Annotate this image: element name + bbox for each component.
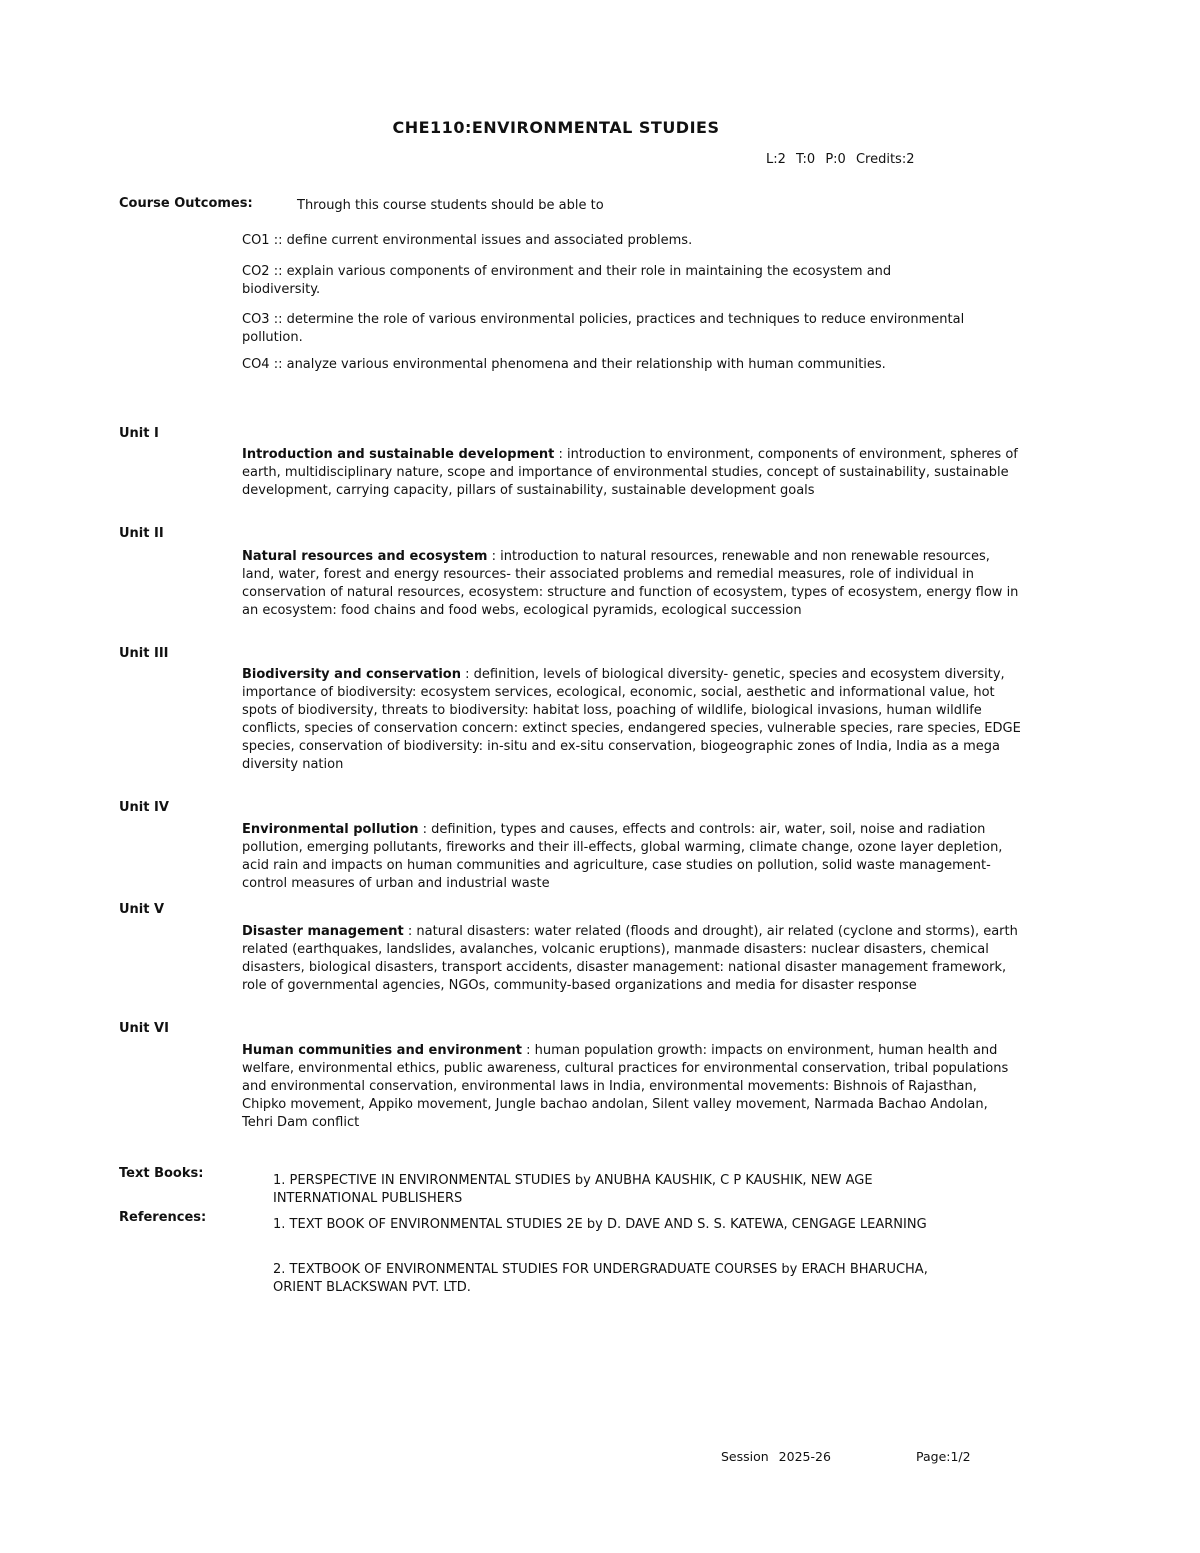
text-books-label: Text Books: (119, 1166, 204, 1181)
course-outcomes-label: Course Outcomes: (119, 196, 253, 211)
unit-heading: Human communities and environment (242, 1043, 522, 1058)
unit-heading: Biodiversity and conservation (242, 667, 461, 682)
course-outcome-2: CO2 :: explain various components of environment and their role in maintaining the ecosystem and biodiversity. (242, 264, 892, 297)
course-outcome-1: CO1 :: define current environmental issues and associated problems. (242, 233, 693, 248)
text-book-item: 1. PERSPECTIVE IN ENVIRONMENTAL STUDIES by ANUBHA KAUSHIK, C P KAUSHIK, NEW AGE INTERNATIONAL PUBLISHERS (273, 1173, 873, 1206)
course-title: CHE110:ENVIRONMENTAL STUDIES (392, 118, 720, 137)
course-outcome-4: CO4 :: analyze various environmental phenomena and their relationship with human communities. (242, 357, 886, 372)
unit-text: : introduction to environment, components of environment, spheres of earth, multidisciplinary nature, scope and importance of environmental studies, concept of sustainability, sustainable development, carrying capacity, pillars of sustainability, sustainable development goals (242, 447, 1018, 498)
unit-text: : definition, types and causes, effects and controls: air, water, soil, noise and radiation pollution, emerging pollutants, fireworks and their ill-effects, global warming, climate change, ozone layer depletion, acid rain and impacts on human communities and agriculture, case studies on pollution, solid waste management- control measures of urban and industrial waste (242, 822, 1003, 891)
unit-content (242, 923, 1022, 995)
unit-label: Unit II (119, 526, 164, 541)
unit-text: : definition, levels of biological diversity- genetic, species and ecosystem diversity, importance of biodiversity: ecosystem services, ecological, economic, social, aesthetic and informational value, hot spots of biodiversity, threats to biodiversity: habitat loss, poaching of wildlife, biological invasions, human wildlife conflicts, species of conservation concern: extinct species, endangered species, vulnerable species, rare species, EDGE species, conservation of biodiversity: in-situ and ex-situ conservation, biogeographic zones of India, India as a mega diversity nation (242, 667, 1021, 772)
unit-content (242, 666, 1022, 774)
course-outcome-3: CO3 :: determine the role of various environmental policies, practices and techniques to reduce environmental pollution. (242, 312, 965, 345)
footer-session: Session 2025-26 (721, 1449, 831, 1464)
unit-text: : introduction to natural resources, renewable and non renewable resources, land, water, forest and energy resources- their associated problems and remedial measures, role of individual in conservation of natural resources, ecosystem: structure and function of ecosystem, types of ecosystem, energy flow in an ecosystem: food chains and food webs, ecological pyramids, ecological succession (242, 549, 1019, 618)
unit-label: Unit V (119, 902, 165, 917)
unit-label: Unit I (119, 426, 159, 441)
unit-text: : human population growth: impacts on environment, human health and welfare, environmental ethics, public awareness, cultural practices for environmental conservation, tribal populations and environmental conservation, environmental laws in India, environmental movements: Bishnois of Rajasthan, Chipko movement, Appiko movement, Jungle bachao andolan, Silent valley movement, Narmada Bachao Andolan, Tehri Dam conflict (242, 1043, 1009, 1130)
unit-content (242, 1042, 1022, 1132)
unit-label: Unit IV (119, 800, 169, 815)
ltpc-credits: L:2 T:0 P:0 Credits:2 (766, 152, 915, 167)
footer-page: Page:1/2 (916, 1449, 971, 1464)
unit-content (242, 548, 1022, 620)
unit-text: : natural disasters: water related (floods and drought), air related (cyclone and storms), earth related (earthquakes, landslides, avalanches, volcanic eruptions), manmade disasters: nuclear disasters, chemical disasters, biological disasters, transport accidents, disaster management: national disaster management framework, role of governmental agencies, NGOs, community-based organizations and media for disaster response (242, 924, 1018, 993)
unit-heading: Disaster management (242, 924, 404, 939)
course-outcomes-intro: Through this course students should be able to (297, 198, 604, 213)
unit-heading: Environmental pollution (242, 822, 419, 837)
reference-item: 1. TEXT BOOK OF ENVIRONMENTAL STUDIES 2E by D. DAVE AND S. S. KATEWA, CENGAGE LEARNING (273, 1217, 927, 1232)
unit-label: Unit VI (119, 1021, 169, 1036)
references-label: References: (119, 1210, 207, 1225)
unit-heading: Introduction and sustainable development (242, 447, 555, 462)
reference-item: 2. TEXTBOOK OF ENVIRONMENTAL STUDIES FOR UNDERGRADUATE COURSES by ERACH BHARUCHA, ORIENT BLACKSWAN PVT. LTD. (273, 1262, 928, 1295)
unit-content (242, 446, 1022, 500)
unit-label: Unit III (119, 646, 169, 661)
unit-heading: Natural resources and ecosystem (242, 549, 488, 564)
unit-content (242, 821, 1022, 893)
